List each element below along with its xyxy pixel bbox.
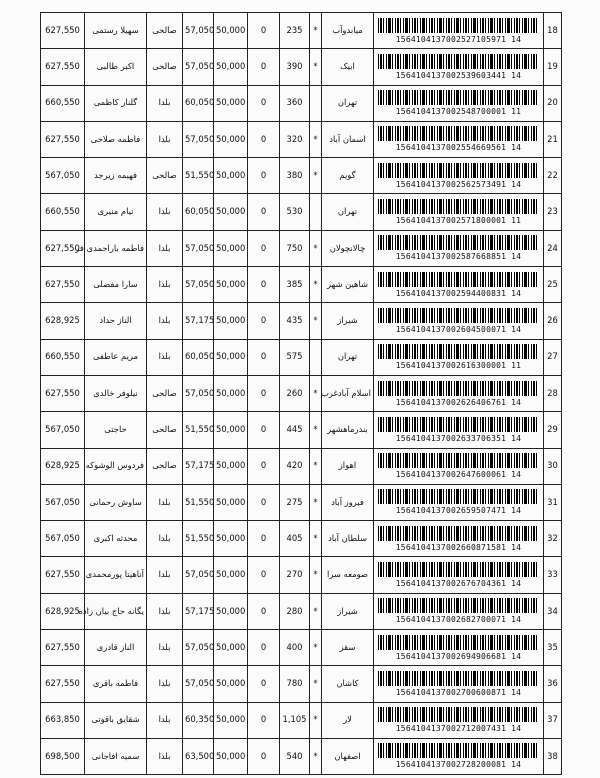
mark-cell: * [310, 267, 322, 303]
mark-cell: * [310, 484, 322, 520]
amount-cell: 628,925 [41, 303, 85, 339]
value1-cell: 60,050 [183, 85, 214, 121]
barcode-number: 1564104137002712007431 14 [395, 724, 522, 734]
barcode-cell [374, 630, 544, 666]
amount-cell: 627,550 [41, 267, 85, 303]
amount-cell: 567,050 [41, 158, 85, 194]
barcode-cell [374, 484, 544, 520]
barcode-number: 1564104137002626406761 14 [395, 397, 522, 407]
region-cell: صالحی [147, 49, 183, 85]
number-cell: 275 [280, 484, 310, 520]
region-cell: بلدا [147, 521, 183, 557]
value2-cell: 50,000 [214, 593, 248, 629]
value1-cell: 63,500 [183, 738, 214, 774]
value1-cell: 51,550 [183, 521, 214, 557]
amount-cell: 628,925 [41, 448, 85, 484]
number-cell: 420 [280, 448, 310, 484]
amount-cell: 627,550 [41, 557, 85, 593]
region-cell: بلدا [147, 230, 183, 266]
mark-cell [310, 339, 322, 375]
mark-cell [310, 194, 322, 230]
value1-cell: 57,050 [183, 557, 214, 593]
barcode-graphic [378, 381, 539, 396]
value2-cell: 50,000 [214, 194, 248, 230]
table-row [41, 666, 562, 702]
value3-cell: 0 [248, 267, 280, 303]
value1-cell: 57,050 [183, 230, 214, 266]
mark-cell: * [310, 448, 322, 484]
value2-cell: 50,000 [214, 666, 248, 702]
region-cell: بلدا [147, 702, 183, 738]
barcode-cell [374, 557, 544, 593]
mark-cell [310, 85, 322, 121]
mark-cell: * [310, 375, 322, 411]
region-cell: بلدا [147, 339, 183, 375]
value1-cell: 60,350 [183, 702, 214, 738]
value2-cell: 50,000 [214, 158, 248, 194]
value1-cell: 57,050 [183, 630, 214, 666]
value2-cell: 50,000 [214, 267, 248, 303]
number-cell: 385 [280, 267, 310, 303]
value1-cell: 57,050 [183, 13, 214, 49]
row-index-cell: 20 [544, 85, 562, 121]
mark-cell: * [310, 593, 322, 629]
row-index-cell: 37 [544, 702, 562, 738]
value3-cell: 0 [248, 630, 280, 666]
person-name-cell: یگانه حاج بیان زاده [85, 593, 147, 629]
person-name-cell: محدثه اکبری [85, 521, 147, 557]
mark-cell: * [310, 630, 322, 666]
value3-cell: 0 [248, 666, 280, 702]
records-table-body [41, 13, 562, 775]
barcode-graphic [378, 308, 539, 323]
amount-cell: 627,550 [41, 121, 85, 157]
table-row [41, 448, 562, 484]
region-cell: بلدا [147, 194, 183, 230]
barcode-number: 1564104137002594400831 14 [395, 288, 522, 298]
value1-cell: 57,050 [183, 375, 214, 411]
amount-cell: 567,050 [41, 521, 85, 557]
person-name-cell: نیلوفر خالدی [85, 375, 147, 411]
person-name-cell: مریم عاطفی [85, 339, 147, 375]
table-row [41, 375, 562, 411]
region-cell: بلدا [147, 630, 183, 666]
barcode-number: 1564104137002682700071 14 [395, 615, 522, 625]
barcode-number: 1564104137002539603441 14 [395, 70, 522, 80]
table-row [41, 158, 562, 194]
mark-cell: * [310, 557, 322, 593]
region-cell: بلدا [147, 121, 183, 157]
value2-cell: 50,000 [214, 85, 248, 121]
amount-cell: 663,850 [41, 702, 85, 738]
amount-cell: 627,550 [41, 375, 85, 411]
amount-cell: 698,500 [41, 738, 85, 774]
barcode-graphic [378, 163, 539, 178]
person-name-cell: فاطمه باقری [85, 666, 147, 702]
barcode-number: 1564104137002700600871 14 [395, 687, 522, 697]
barcode-number: 1564104137002571800001 11 [395, 216, 522, 226]
value3-cell: 0 [248, 375, 280, 411]
number-cell: 540 [280, 738, 310, 774]
city-cell: ابیک [322, 49, 374, 85]
person-name-cell: فردوس الوشوکه [85, 448, 147, 484]
region-cell: صالحی [147, 448, 183, 484]
barcode-graphic [378, 489, 539, 504]
table-row [41, 339, 562, 375]
barcode-graphic [378, 671, 539, 686]
barcode-cell [374, 230, 544, 266]
barcode-graphic [378, 199, 539, 214]
table-row [41, 121, 562, 157]
number-cell: 575 [280, 339, 310, 375]
city-cell: میاندوآب [322, 13, 374, 49]
barcode-cell [374, 412, 544, 448]
barcode-cell [374, 339, 544, 375]
table-row [41, 85, 562, 121]
barcode-cell [374, 738, 544, 774]
value1-cell: 57,175 [183, 593, 214, 629]
value1-cell: 57,050 [183, 49, 214, 85]
barcode-cell [374, 267, 544, 303]
value3-cell: 0 [248, 194, 280, 230]
value1-cell: 51,550 [183, 484, 214, 520]
value3-cell: 0 [248, 158, 280, 194]
table-row [41, 521, 562, 557]
row-index-cell: 25 [544, 267, 562, 303]
row-index-cell: 34 [544, 593, 562, 629]
mark-cell: * [310, 521, 322, 557]
region-cell: بلدا [147, 267, 183, 303]
person-name-cell: الناز حداد [85, 303, 147, 339]
barcode-number: 1564104137002728200081 14 [395, 760, 522, 770]
barcode-number: 1564104137002562573491 14 [395, 179, 522, 189]
number-cell: 380 [280, 158, 310, 194]
person-name-cell: حاجتی [85, 412, 147, 448]
table-row [41, 557, 562, 593]
amount-cell: 628,925 [41, 593, 85, 629]
table-row [41, 49, 562, 85]
barcode-graphic [378, 598, 539, 613]
mark-cell: * [310, 230, 322, 266]
region-cell: صالحی [147, 13, 183, 49]
records-table-wrapper [40, 12, 561, 775]
region-cell: صالحی [147, 375, 183, 411]
value3-cell: 0 [248, 85, 280, 121]
region-cell: صالحی [147, 158, 183, 194]
value3-cell: 0 [248, 593, 280, 629]
number-cell: 260 [280, 375, 310, 411]
value2-cell: 50,000 [214, 630, 248, 666]
row-index-cell: 29 [544, 412, 562, 448]
city-cell: سقز [322, 630, 374, 666]
barcode-number: 1564104137002676704361 14 [395, 579, 522, 588]
mark-cell: * [310, 666, 322, 702]
row-index-cell: 22 [544, 158, 562, 194]
number-cell: 405 [280, 521, 310, 557]
row-index-cell: 23 [544, 194, 562, 230]
number-cell: 280 [280, 593, 310, 629]
value3-cell: 0 [248, 412, 280, 448]
row-index-cell: 24 [544, 230, 562, 266]
value1-cell: 57,175 [183, 448, 214, 484]
mark-cell: * [310, 121, 322, 157]
city-cell: تهران [322, 194, 374, 230]
person-name-cell: فهیمه زیرجد [85, 158, 147, 194]
value1-cell: 57,050 [183, 121, 214, 157]
value1-cell: 57,050 [183, 267, 214, 303]
amount-cell: 627,550 [41, 666, 85, 702]
barcode-cell [374, 521, 544, 557]
city-cell: گویم [322, 158, 374, 194]
value2-cell: 50,000 [214, 738, 248, 774]
number-cell: 360 [280, 85, 310, 121]
value3-cell: 0 [248, 230, 280, 266]
amount-cell: 627,550 [41, 630, 85, 666]
value1-cell: 57,175 [183, 303, 214, 339]
barcode-number: 1564104137002616300001 11 [395, 361, 522, 371]
person-name-cell: آناهیتا پورمحمدی [85, 557, 147, 593]
value3-cell: 0 [248, 521, 280, 557]
person-name-cell: تیام منیری [85, 194, 147, 230]
value3-cell: 0 [248, 484, 280, 520]
barcode-graphic [378, 344, 539, 359]
value2-cell: 50,000 [214, 339, 248, 375]
table-row [41, 230, 562, 266]
number-cell: 270 [280, 557, 310, 593]
table-row [41, 702, 562, 738]
mark-cell: * [310, 303, 322, 339]
value3-cell: 0 [248, 339, 280, 375]
region-cell: صالحی [147, 412, 183, 448]
table-row [41, 13, 562, 49]
barcode-cell [374, 702, 544, 738]
value3-cell: 0 [248, 738, 280, 774]
number-cell: 445 [280, 412, 310, 448]
amount-cell: 627,550 [41, 13, 85, 49]
number-cell: 780 [280, 666, 310, 702]
barcode-number: 1564104137002647600061 14 [395, 470, 522, 480]
city-cell: تهران [322, 339, 374, 375]
barcode-cell [374, 194, 544, 230]
barcode-graphic [378, 90, 539, 105]
barcode-graphic [378, 417, 539, 432]
barcode-cell [374, 13, 544, 49]
row-index-cell: 36 [544, 666, 562, 702]
city-cell: اهواز [322, 448, 374, 484]
barcode-graphic [378, 707, 539, 722]
barcode-cell [374, 303, 544, 339]
barcode-number: 1564104137002604500071 14 [395, 324, 522, 334]
row-index-cell: 28 [544, 375, 562, 411]
region-cell: بلدا [147, 484, 183, 520]
barcode-graphic [378, 235, 539, 250]
barcode-cell [374, 158, 544, 194]
city-cell: اصفهان [322, 738, 374, 774]
row-index-cell: 26 [544, 303, 562, 339]
person-name-cell: ساوش رحمانی [85, 484, 147, 520]
region-cell: بلدا [147, 85, 183, 121]
region-cell: بلدا [147, 593, 183, 629]
barcode-graphic [378, 18, 539, 33]
amount-cell: 660,550 [41, 339, 85, 375]
city-cell: شیراز [322, 593, 374, 629]
barcode-cell [374, 593, 544, 629]
value1-cell: 57,050 [183, 666, 214, 702]
mark-cell: * [310, 702, 322, 738]
mark-cell: * [310, 738, 322, 774]
person-name-cell: سمیه افاجانی [85, 738, 147, 774]
table-row [41, 484, 562, 520]
person-name-cell: فاطمه باراحمدی فر [85, 230, 147, 266]
barcode-graphic [378, 526, 539, 541]
person-name-cell: شقایق باقوتی [85, 702, 147, 738]
barcode-number: 1564104137002548700001 11 [395, 107, 522, 117]
city-cell: بندرماهشهر [322, 412, 374, 448]
amount-cell: 660,550 [41, 85, 85, 121]
row-index-cell: 18 [544, 13, 562, 49]
city-cell: چالانچولان [322, 230, 374, 266]
value2-cell: 50,000 [214, 412, 248, 448]
amount-cell: 627,550 [41, 230, 85, 266]
value2-cell: 50,000 [214, 375, 248, 411]
row-index-cell: 30 [544, 448, 562, 484]
amount-cell: 660,550 [41, 194, 85, 230]
person-name-cell: اکبر طالبی [85, 49, 147, 85]
table-row [41, 412, 562, 448]
mark-cell: * [310, 412, 322, 448]
mark-cell: * [310, 13, 322, 49]
barcode-graphic [378, 453, 539, 468]
person-name-cell: گلنار کاظمی [85, 85, 147, 121]
barcode-number: 1564104137002527105971 14 [395, 34, 522, 44]
region-cell: بلدا [147, 666, 183, 702]
city-cell: اسمان آباد [322, 121, 374, 157]
barcode-cell [374, 375, 544, 411]
value2-cell: 50,000 [214, 303, 248, 339]
value3-cell: 0 [248, 303, 280, 339]
city-cell: سلطان آباد [322, 521, 374, 557]
value3-cell: 0 [248, 448, 280, 484]
barcode-number: 1564104137002554669561 14 [395, 143, 522, 153]
barcode-number: 1564104137002694906681 14 [395, 651, 522, 661]
mark-cell: * [310, 49, 322, 85]
barcode-cell [374, 85, 544, 121]
table-row [41, 738, 562, 774]
value3-cell: 0 [248, 557, 280, 593]
table-row [41, 267, 562, 303]
barcode-number: 1564104137002633706351 14 [395, 433, 522, 443]
mark-cell: * [310, 158, 322, 194]
row-index-cell: 31 [544, 484, 562, 520]
value1-cell: 51,550 [183, 158, 214, 194]
region-cell: بلدا [147, 738, 183, 774]
number-cell: 1,105 [280, 702, 310, 738]
barcode-cell [374, 666, 544, 702]
city-cell: فیروز آباد [322, 484, 374, 520]
person-name-cell: فاطمه صلاحی [85, 121, 147, 157]
number-cell: 400 [280, 630, 310, 666]
city-cell: شیراز [322, 303, 374, 339]
row-index-cell: 33 [544, 557, 562, 593]
region-cell: بلدا [147, 303, 183, 339]
table-row [41, 593, 562, 629]
number-cell: 530 [280, 194, 310, 230]
row-index-cell: 21 [544, 121, 562, 157]
city-cell: صومعه سرا [322, 557, 374, 593]
value3-cell: 0 [248, 121, 280, 157]
value2-cell: 50,000 [214, 484, 248, 520]
table-row [41, 630, 562, 666]
row-index-cell: 35 [544, 630, 562, 666]
barcode-cell [374, 49, 544, 85]
value2-cell: 50,000 [214, 13, 248, 49]
table-row [41, 303, 562, 339]
barcode-number: 1564104137002660871581 14 [395, 542, 522, 552]
number-cell: 320 [280, 121, 310, 157]
number-cell: 435 [280, 303, 310, 339]
amount-cell: 567,050 [41, 484, 85, 520]
city-cell: لار [322, 702, 374, 738]
value3-cell: 0 [248, 49, 280, 85]
value2-cell: 50,000 [214, 230, 248, 266]
value1-cell: 51,550 [183, 412, 214, 448]
amount-cell: 567,050 [41, 412, 85, 448]
value2-cell: 50,000 [214, 49, 248, 85]
value2-cell: 50,000 [214, 557, 248, 593]
amount-cell: 627,550 [41, 49, 85, 85]
city-cell: اسلام آبادغرب [322, 375, 374, 411]
barcode-graphic [378, 126, 539, 141]
value2-cell: 50,000 [214, 448, 248, 484]
value3-cell: 0 [248, 702, 280, 738]
row-index-cell: 32 [544, 521, 562, 557]
number-cell: 750 [280, 230, 310, 266]
table-row [41, 194, 562, 230]
row-index-cell: 38 [544, 738, 562, 774]
barcode-graphic [378, 635, 539, 650]
number-cell: 235 [280, 13, 310, 49]
person-name-cell: سارا مفضلی [85, 267, 147, 303]
barcode-number: 1564104137002587668851 14 [395, 252, 522, 262]
value3-cell: 0 [248, 13, 280, 49]
barcode-cell [374, 121, 544, 157]
value2-cell: 50,000 [214, 521, 248, 557]
person-name-cell: الناز قادری [85, 630, 147, 666]
records-table [40, 12, 562, 775]
row-index-cell: 19 [544, 49, 562, 85]
value1-cell: 60,050 [183, 339, 214, 375]
region-cell: بلدا [147, 557, 183, 593]
barcode-cell [374, 448, 544, 484]
barcode-number: 1564104137002659507471 14 [395, 506, 522, 516]
value1-cell: 60,050 [183, 194, 214, 230]
row-index-cell: 27 [544, 339, 562, 375]
person-name-cell: سهیلا رستمی [85, 13, 147, 49]
barcode-graphic [378, 562, 539, 577]
city-cell: تهران [322, 85, 374, 121]
barcode-graphic [378, 743, 539, 758]
barcode-graphic [378, 54, 539, 69]
city-cell: کاشان [322, 666, 374, 702]
value2-cell: 50,000 [214, 702, 248, 738]
number-cell: 390 [280, 49, 310, 85]
barcode-graphic [378, 272, 539, 287]
city-cell: شاهین شهر [322, 267, 374, 303]
value2-cell: 50,000 [214, 121, 248, 157]
